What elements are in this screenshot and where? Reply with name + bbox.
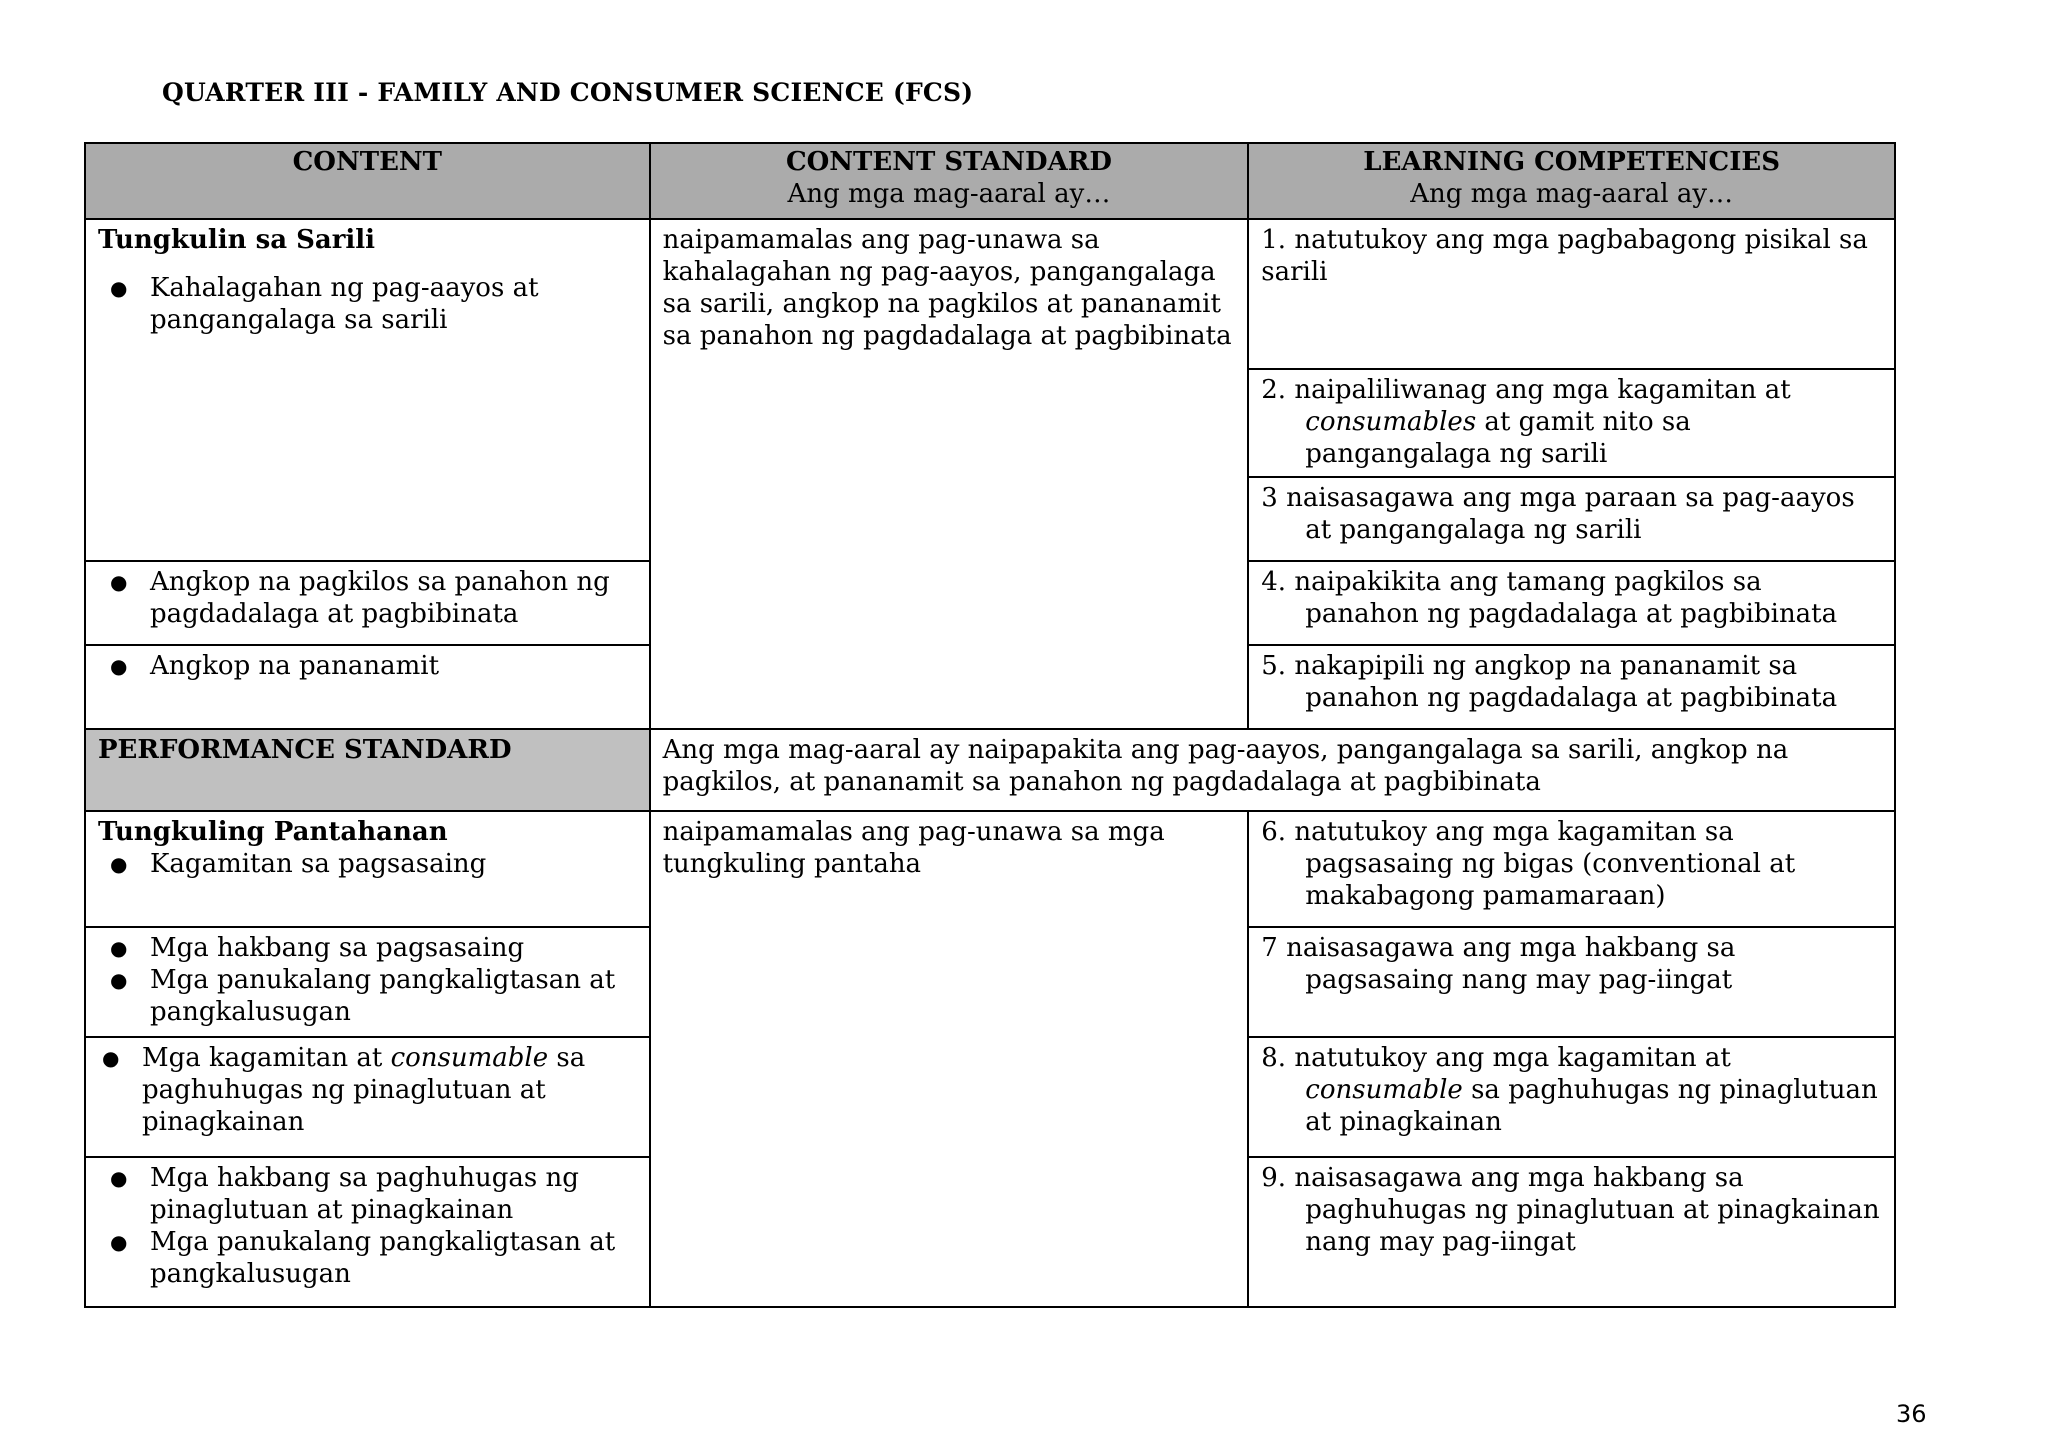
header-content-standard — [650, 143, 1249, 219]
italic-term: consumables — [1305, 407, 1477, 437]
content-list — [98, 1042, 637, 1138]
performance-row — [85, 729, 1895, 811]
performance-text-cell: Ang mga mag-aaral ay naipapakita ang pag-aayos, pangangalaga sa sarili, angkop na pagkilos, at pananamit sa panahon ng pagdadalaga at pagbibinata — [650, 729, 1895, 811]
content-cell — [85, 1037, 650, 1157]
page-title: QUARTER III - FAMILY AND CONSUMER SCIENCE (FCS) — [162, 78, 974, 107]
header-standard-sub: Ang mga mag-aaral ay… — [787, 179, 1111, 209]
competency-text: 4. naipakikita ang tamang pagkilos sa — [1261, 567, 1762, 597]
italic-term: consumable — [390, 1043, 549, 1073]
content-list — [98, 566, 637, 630]
content-cell — [85, 811, 650, 927]
competency-cell — [1248, 369, 1895, 477]
list-item-text: Mga kagamitan at — [142, 1043, 391, 1073]
list-item: ● Kahalagahan ng pag-aayos at pangangalaga sa sarili — [98, 272, 637, 336]
list-item: ● Kagamitan sa pagsasaing — [98, 848, 637, 880]
competency-text-cont: pagsasaing nang may pag-iingat — [1305, 965, 1733, 995]
content-list — [98, 848, 637, 880]
competency-text-tail: sa paghuhugas ng pinaglutuan at pinagkainan — [1305, 1075, 1878, 1137]
content-list — [98, 1162, 637, 1290]
header-competencies-sub: Ang mga mag-aaral ay… — [1410, 179, 1734, 209]
header-row — [85, 143, 1895, 219]
header-standard-label: CONTENT STANDARD — [785, 147, 1112, 177]
competency-cell — [1248, 927, 1895, 1037]
competency-cell — [1248, 1157, 1895, 1307]
section-heading: Tungkulin sa Sarili — [98, 225, 376, 255]
competency-cell — [1248, 561, 1895, 645]
performance-label-cell — [85, 729, 650, 811]
competency-text: 1. natutukoy ang mga pagbabagong pisikal sa sarili — [1261, 225, 1868, 287]
content-cell — [85, 219, 650, 561]
content-cell — [85, 561, 650, 645]
list-item: ● Mga panukalang pangkaligtasan at pangkalusugan — [98, 1226, 637, 1290]
list-item: ● Mga hakbang sa pagsasaing — [98, 932, 637, 964]
competency-cell — [1248, 645, 1895, 729]
competency-text: 6. natutukoy ang mga kagamitan sa — [1261, 817, 1734, 847]
content-cell — [85, 645, 650, 729]
competency-cell — [1248, 219, 1895, 369]
content-standard-cell: naipamamalas ang pag-unawa sa mga tungkuling pantaha — [650, 811, 1249, 1307]
table-row — [85, 219, 1895, 369]
competency-cell — [1248, 1037, 1895, 1157]
header-competencies-label: LEARNING COMPETENCIES — [1363, 147, 1780, 177]
list-item-text-tail: sa paghuhugas ng pinaglutuan at pinagkainan — [142, 1043, 586, 1137]
header-learning-competencies — [1248, 143, 1895, 219]
competency-text: 8. natutukoy ang mga kagamitan at — [1261, 1043, 1731, 1073]
content-cell — [85, 1157, 650, 1307]
list-item: ● Angkop na pagkilos sa panahon ng pagdadalaga at pagbibinata — [98, 566, 637, 630]
header-content — [85, 143, 650, 219]
curriculum-table — [84, 142, 1896, 1308]
competency-cell — [1248, 811, 1895, 927]
performance-label: PERFORMANCE STANDARD — [98, 735, 512, 765]
content-list — [98, 272, 637, 336]
table-row — [85, 811, 1895, 927]
competency-text-cont — [1261, 1074, 1882, 1138]
competency-text: 9. naisasagawa ang mga hakbang sa — [1261, 1163, 1744, 1193]
content-list — [98, 650, 637, 682]
header-content-label: CONTENT — [292, 147, 442, 177]
page-number: 36 — [1896, 1400, 1927, 1428]
list-item: ● Angkop na pananamit — [98, 650, 637, 682]
competency-text: 5. nakapipili ng angkop na pananamit sa — [1261, 651, 1798, 681]
list-item: ● Mga panukalang pangkaligtasan at pangkalusugan — [98, 964, 637, 1028]
content-standard-cell: naipamamalas ang pag-unawa sa kahalagahan ng pag-aayos, pangangalaga sa sarili, angkop na pagkilos at pananamit sa panahon ng pagdadalaga at pagbibinata — [650, 219, 1249, 729]
competency-text: 3 naisasagawa ang mga paraan sa pag-aayos — [1261, 483, 1855, 513]
content-list — [98, 932, 637, 1028]
list-item — [98, 1042, 637, 1138]
content-cell — [85, 927, 650, 1037]
competency-text-cont: pagsasaing ng bigas (conventional at makabagong pamamaraan) — [1305, 849, 1796, 911]
italic-term: consumable — [1305, 1075, 1463, 1105]
list-item: ● Mga hakbang sa paghuhugas ng pinaglutuan at pinagkainan — [98, 1162, 637, 1226]
competency-text-cont: at pangangalaga ng sarili — [1305, 515, 1642, 545]
competency-text: 7 naisasagawa ang mga hakbang sa — [1261, 933, 1736, 963]
competency-text: 2. naipaliliwanag ang mga kagamitan at — [1261, 375, 1791, 405]
section-heading: Tungkuling Pantahanan — [98, 817, 448, 847]
competency-text-cont: paghuhugas ng pinaglutuan at pinagkainan nang may pag-iingat — [1305, 1195, 1880, 1257]
competency-text-cont — [1261, 406, 1882, 470]
competency-text-cont: panahon ng pagdadalaga at pagbibinata — [1305, 599, 1838, 629]
competency-cell — [1248, 477, 1895, 561]
competency-text-cont: panahon ng pagdadalaga at pagbibinata — [1305, 683, 1838, 713]
competency-text-tail: at gamit nito sa pangangalaga ng sarili — [1305, 407, 1691, 469]
